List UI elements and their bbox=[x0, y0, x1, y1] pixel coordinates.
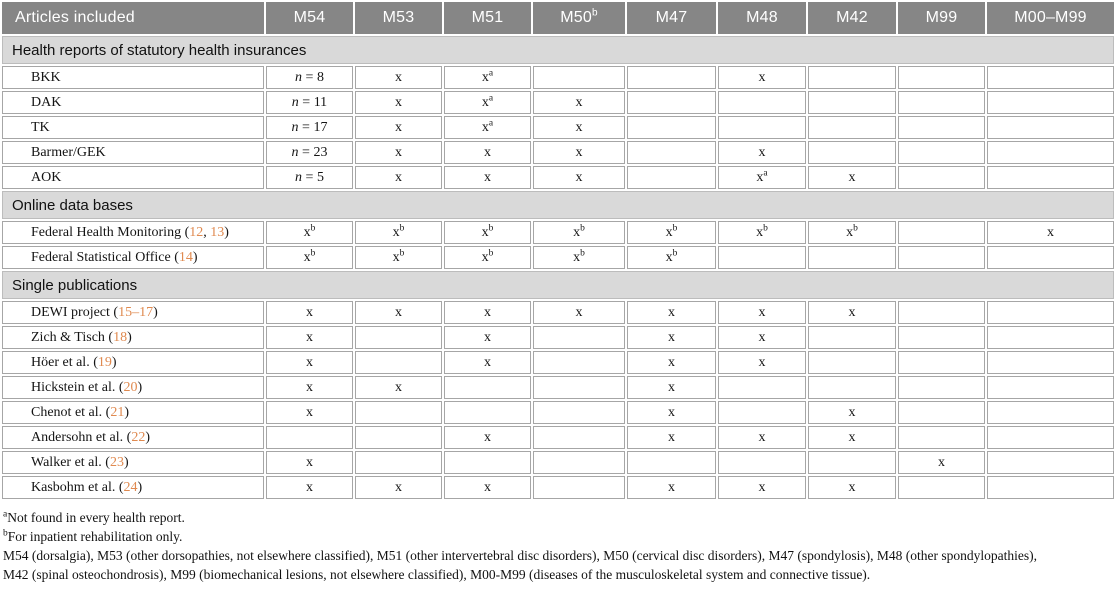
row-label bbox=[2, 166, 264, 189]
table-cell bbox=[898, 116, 985, 139]
row-label-text: , bbox=[203, 224, 211, 240]
table-cell: x bbox=[898, 451, 985, 474]
table-cell bbox=[987, 451, 1114, 474]
table-cell: x bbox=[533, 91, 625, 114]
table-cell: x bbox=[266, 376, 353, 399]
table-cell: x bbox=[355, 116, 442, 139]
table-header bbox=[2, 2, 1114, 34]
table-cell bbox=[627, 166, 716, 189]
table-cell: x bbox=[718, 351, 806, 374]
column-header-articles-included: Articles included bbox=[2, 2, 264, 34]
citation-link[interactable]: 15–17 bbox=[118, 304, 154, 320]
table-cell: $x^a$ bbox=[718, 166, 806, 189]
table-cell: n = 8 bbox=[266, 66, 353, 89]
citation-link[interactable]: 20 bbox=[123, 379, 138, 395]
section-row bbox=[2, 271, 1114, 299]
row-label-text: ) bbox=[224, 224, 229, 240]
column-header-M48: M48 bbox=[718, 2, 806, 34]
footnote-definitions-line1: M54 (dorsalgia), M53 (other dorsopathies, not elsewhere classified), M51 (other intervertebral disc disorders), M50 (cervical disc disorders), M47 (spondylosis), M48 (other spondylopathies), bbox=[3, 548, 1038, 563]
row-label-text: ) bbox=[123, 454, 129, 470]
table-cell: $x^b$ bbox=[808, 221, 896, 244]
table-cell: $x^b$ bbox=[355, 221, 442, 244]
table-cell bbox=[808, 451, 896, 474]
row-label bbox=[2, 401, 264, 424]
table-row bbox=[2, 301, 1114, 324]
table-cell bbox=[808, 91, 896, 114]
table-cell: x bbox=[627, 376, 716, 399]
footnote-a-marker: a bbox=[3, 509, 8, 520]
table-cell: $x^b$ bbox=[355, 246, 442, 269]
table-cell: $x^b$ bbox=[444, 221, 531, 244]
row-label-text: Barmer/GEK bbox=[31, 144, 106, 160]
table-cell bbox=[627, 141, 716, 164]
footnote-a-text: Not found in every health report. bbox=[7, 510, 185, 525]
column-header-M00-M99: M00–M99 bbox=[987, 2, 1114, 34]
table-cell: x bbox=[718, 141, 806, 164]
table-row bbox=[2, 451, 1114, 474]
footnote-b-text: For inpatient rehabilitation only. bbox=[7, 529, 183, 544]
table-cell bbox=[987, 246, 1114, 269]
table-cell: x bbox=[718, 66, 806, 89]
table-cell: x bbox=[444, 426, 531, 449]
section-header: Single publications bbox=[2, 271, 1114, 299]
table-cell: n = 11 bbox=[266, 91, 353, 114]
citation-link[interactable]: 24 bbox=[123, 479, 138, 495]
row-label-text: ) bbox=[192, 249, 198, 265]
table-cell bbox=[898, 91, 985, 114]
table-cell bbox=[898, 376, 985, 399]
table-cell: x bbox=[718, 476, 806, 499]
table-cell: x bbox=[355, 301, 442, 324]
table-cell: x bbox=[266, 401, 353, 424]
table-cell bbox=[898, 66, 985, 89]
row-label-text: Federal Health Monitoring ( bbox=[31, 224, 190, 240]
citation-link[interactable]: 21 bbox=[110, 404, 125, 420]
table-cell bbox=[627, 66, 716, 89]
table-cell bbox=[987, 426, 1114, 449]
table-cell: x bbox=[355, 476, 442, 499]
table-cell bbox=[987, 326, 1114, 349]
table-cell bbox=[808, 351, 896, 374]
table-cell: x bbox=[444, 326, 531, 349]
table-cell: $x^a$ bbox=[444, 66, 531, 89]
table-row bbox=[2, 66, 1114, 89]
row-label bbox=[2, 476, 264, 499]
footnote-b bbox=[3, 527, 1112, 546]
table-cell: x bbox=[444, 141, 531, 164]
table-row bbox=[2, 141, 1114, 164]
table-cell bbox=[355, 451, 442, 474]
row-label-text: BKK bbox=[31, 69, 61, 85]
table-cell bbox=[444, 376, 531, 399]
table-row bbox=[2, 91, 1114, 114]
table-cell bbox=[355, 401, 442, 424]
column-header-M53: M53 bbox=[355, 2, 442, 34]
table-cell: $x^b$ bbox=[627, 221, 716, 244]
section-header: Health reports of statutory health insurances bbox=[2, 36, 1114, 64]
table-cell: x bbox=[533, 141, 625, 164]
table-cell: $x^b$ bbox=[266, 221, 353, 244]
row-label bbox=[2, 221, 264, 244]
table-cell: x bbox=[266, 351, 353, 374]
table-cell bbox=[627, 91, 716, 114]
table-cell: x bbox=[355, 91, 442, 114]
table-cell: n = 17 bbox=[266, 116, 353, 139]
section-row bbox=[2, 36, 1114, 64]
row-label-text: ) bbox=[137, 479, 143, 495]
row-label-text: Zich & Tisch ( bbox=[31, 329, 114, 345]
table-cell bbox=[355, 326, 442, 349]
table-cell bbox=[987, 166, 1114, 189]
table-cell bbox=[808, 326, 896, 349]
citation-link[interactable]: 14 bbox=[178, 249, 193, 265]
column-header-M51: M51 bbox=[444, 2, 531, 34]
footnote-a bbox=[3, 508, 1112, 527]
table-cell bbox=[987, 401, 1114, 424]
footnote-definitions-line2: M42 (spinal osteochondrosis), M99 (biomechanical lesions, not elsewhere classified), M00-M99 (diseases of the musculoskeletal system and connective tissue). bbox=[3, 567, 871, 582]
citation-link[interactable]: 19 bbox=[97, 354, 112, 370]
table-cell: x bbox=[533, 301, 625, 324]
table-cell bbox=[627, 451, 716, 474]
table-cell bbox=[987, 91, 1114, 114]
table-cell bbox=[355, 351, 442, 374]
table-cell: x bbox=[355, 376, 442, 399]
table-cell: x bbox=[808, 301, 896, 324]
row-label bbox=[2, 376, 264, 399]
table-cell bbox=[355, 426, 442, 449]
column-header-M47: M47 bbox=[627, 2, 716, 34]
table-cell bbox=[898, 351, 985, 374]
table-cell: x bbox=[444, 166, 531, 189]
table-cell: x bbox=[533, 166, 625, 189]
table-cell: x bbox=[627, 426, 716, 449]
table-cell bbox=[627, 116, 716, 139]
table-cell: x bbox=[987, 221, 1114, 244]
table-cell bbox=[444, 401, 531, 424]
row-label-text: DAK bbox=[31, 94, 62, 110]
table-cell bbox=[718, 246, 806, 269]
table-cell: x bbox=[533, 116, 625, 139]
table-cell: $x^b$ bbox=[533, 246, 625, 269]
table-cell bbox=[718, 451, 806, 474]
section-header: Online data bases bbox=[2, 191, 1114, 219]
table-cell: $x^a$ bbox=[444, 116, 531, 139]
table-cell: $x^a$ bbox=[444, 91, 531, 114]
table-cell: x bbox=[444, 476, 531, 499]
row-label bbox=[2, 301, 264, 324]
table-cell: $x^b$ bbox=[533, 221, 625, 244]
table-cell bbox=[444, 451, 531, 474]
row-label-text: Chenot et al. ( bbox=[31, 404, 111, 420]
table-cell: x bbox=[718, 426, 806, 449]
row-label bbox=[2, 451, 264, 474]
table-cell bbox=[533, 376, 625, 399]
table-row bbox=[2, 351, 1114, 374]
table-row bbox=[2, 116, 1114, 139]
table-cell bbox=[718, 401, 806, 424]
table-row bbox=[2, 376, 1114, 399]
table-cell: x bbox=[627, 476, 716, 499]
table-cell bbox=[898, 401, 985, 424]
table-cell: x bbox=[444, 351, 531, 374]
table-cell: x bbox=[627, 326, 716, 349]
row-label bbox=[2, 141, 264, 164]
table-cell: x bbox=[718, 301, 806, 324]
row-label-text: ) bbox=[111, 354, 117, 370]
row-label-text: Höer et al. ( bbox=[31, 354, 98, 370]
table-cell: $x^b$ bbox=[266, 246, 353, 269]
row-label-text: ) bbox=[124, 404, 129, 420]
citation-link[interactable]: 18 bbox=[113, 329, 128, 345]
row-label-text: Hickstein et al. ( bbox=[31, 379, 124, 395]
row-label bbox=[2, 326, 264, 349]
table-cell: $x^b$ bbox=[718, 221, 806, 244]
table-cell bbox=[533, 476, 625, 499]
footnote-b-marker: b bbox=[3, 528, 8, 539]
table-cell: x bbox=[444, 301, 531, 324]
section-row bbox=[2, 191, 1114, 219]
citation-link[interactable]: 22 bbox=[131, 429, 146, 445]
table-cell: x bbox=[808, 166, 896, 189]
table-cell: x bbox=[718, 326, 806, 349]
table-cell bbox=[533, 66, 625, 89]
row-label bbox=[2, 116, 264, 139]
table-cell bbox=[533, 451, 625, 474]
table-cell bbox=[533, 401, 625, 424]
table-cell: x bbox=[808, 476, 896, 499]
table-cell bbox=[987, 376, 1114, 399]
table-cell bbox=[808, 376, 896, 399]
table-cell bbox=[898, 326, 985, 349]
table-row bbox=[2, 426, 1114, 449]
table-cell bbox=[987, 476, 1114, 499]
table-cell bbox=[898, 221, 985, 244]
table-row bbox=[2, 221, 1114, 244]
row-label-text: Federal Statistical Office ( bbox=[31, 249, 179, 265]
column-header-M42: M42 bbox=[808, 2, 896, 34]
table-cell bbox=[987, 66, 1114, 89]
table-cell bbox=[718, 91, 806, 114]
table-cell bbox=[266, 426, 353, 449]
table-cell bbox=[533, 326, 625, 349]
table-cell: x bbox=[355, 66, 442, 89]
table-cell: x bbox=[355, 141, 442, 164]
table-cell: $x^b$ bbox=[627, 246, 716, 269]
table-body bbox=[2, 36, 1114, 499]
table-cell bbox=[987, 351, 1114, 374]
row-label-text: DEWI project ( bbox=[31, 304, 119, 320]
table-cell bbox=[898, 246, 985, 269]
table-cell: x bbox=[266, 476, 353, 499]
column-header-M99: M99 bbox=[898, 2, 985, 34]
table-cell: x bbox=[355, 166, 442, 189]
row-label bbox=[2, 351, 264, 374]
row-label bbox=[2, 426, 264, 449]
table-cell: $x^b$ bbox=[444, 246, 531, 269]
row-label bbox=[2, 246, 264, 269]
table-cell bbox=[533, 351, 625, 374]
table-cell bbox=[987, 116, 1114, 139]
row-label bbox=[2, 91, 264, 114]
table-cell bbox=[533, 426, 625, 449]
table-cell bbox=[808, 141, 896, 164]
row-label-text: ) bbox=[137, 379, 143, 395]
table-cell bbox=[718, 116, 806, 139]
table-cell bbox=[808, 66, 896, 89]
table-cell: x bbox=[808, 401, 896, 424]
table-cell bbox=[898, 141, 985, 164]
table-cell: x bbox=[627, 401, 716, 424]
table-cell: x bbox=[266, 451, 353, 474]
table-cell bbox=[987, 301, 1114, 324]
column-header-M50: M50$^b$ bbox=[533, 2, 625, 34]
table-cell bbox=[898, 166, 985, 189]
table-cell: x bbox=[266, 301, 353, 324]
footnotes bbox=[0, 501, 1116, 584]
table-row bbox=[2, 476, 1114, 499]
citation-link[interactable]: 13 bbox=[210, 224, 225, 240]
table-cell: x bbox=[266, 326, 353, 349]
table-cell: x bbox=[808, 426, 896, 449]
row-label bbox=[2, 66, 264, 89]
row-label-text: ) bbox=[153, 304, 158, 320]
table-cell: n = 5 bbox=[266, 166, 353, 189]
table-cell bbox=[987, 141, 1114, 164]
table-cell bbox=[808, 246, 896, 269]
row-label-text: Andersohn et al. ( bbox=[31, 429, 132, 445]
row-label-text: TK bbox=[31, 119, 50, 135]
row-label-text: AOK bbox=[31, 169, 62, 185]
citation-link[interactable]: 12 bbox=[189, 224, 204, 240]
table-row bbox=[2, 326, 1114, 349]
table-row bbox=[2, 166, 1114, 189]
table-cell bbox=[898, 426, 985, 449]
table-cell bbox=[808, 116, 896, 139]
table-row bbox=[2, 246, 1114, 269]
table-cell bbox=[898, 301, 985, 324]
table-cell bbox=[898, 476, 985, 499]
table-cell bbox=[718, 376, 806, 399]
citation-link[interactable]: 23 bbox=[109, 454, 124, 470]
table-row bbox=[2, 401, 1114, 424]
table-cell: x bbox=[627, 351, 716, 374]
row-label-text: Kasbohm et al. ( bbox=[31, 479, 124, 495]
table-cell: n = 23 bbox=[266, 141, 353, 164]
row-label-text: ) bbox=[127, 329, 132, 345]
row-label-text: Walker et al. ( bbox=[31, 454, 110, 470]
row-label-text: ) bbox=[145, 429, 150, 445]
column-header-M54: M54 bbox=[266, 2, 353, 34]
table-cell: x bbox=[627, 301, 716, 324]
